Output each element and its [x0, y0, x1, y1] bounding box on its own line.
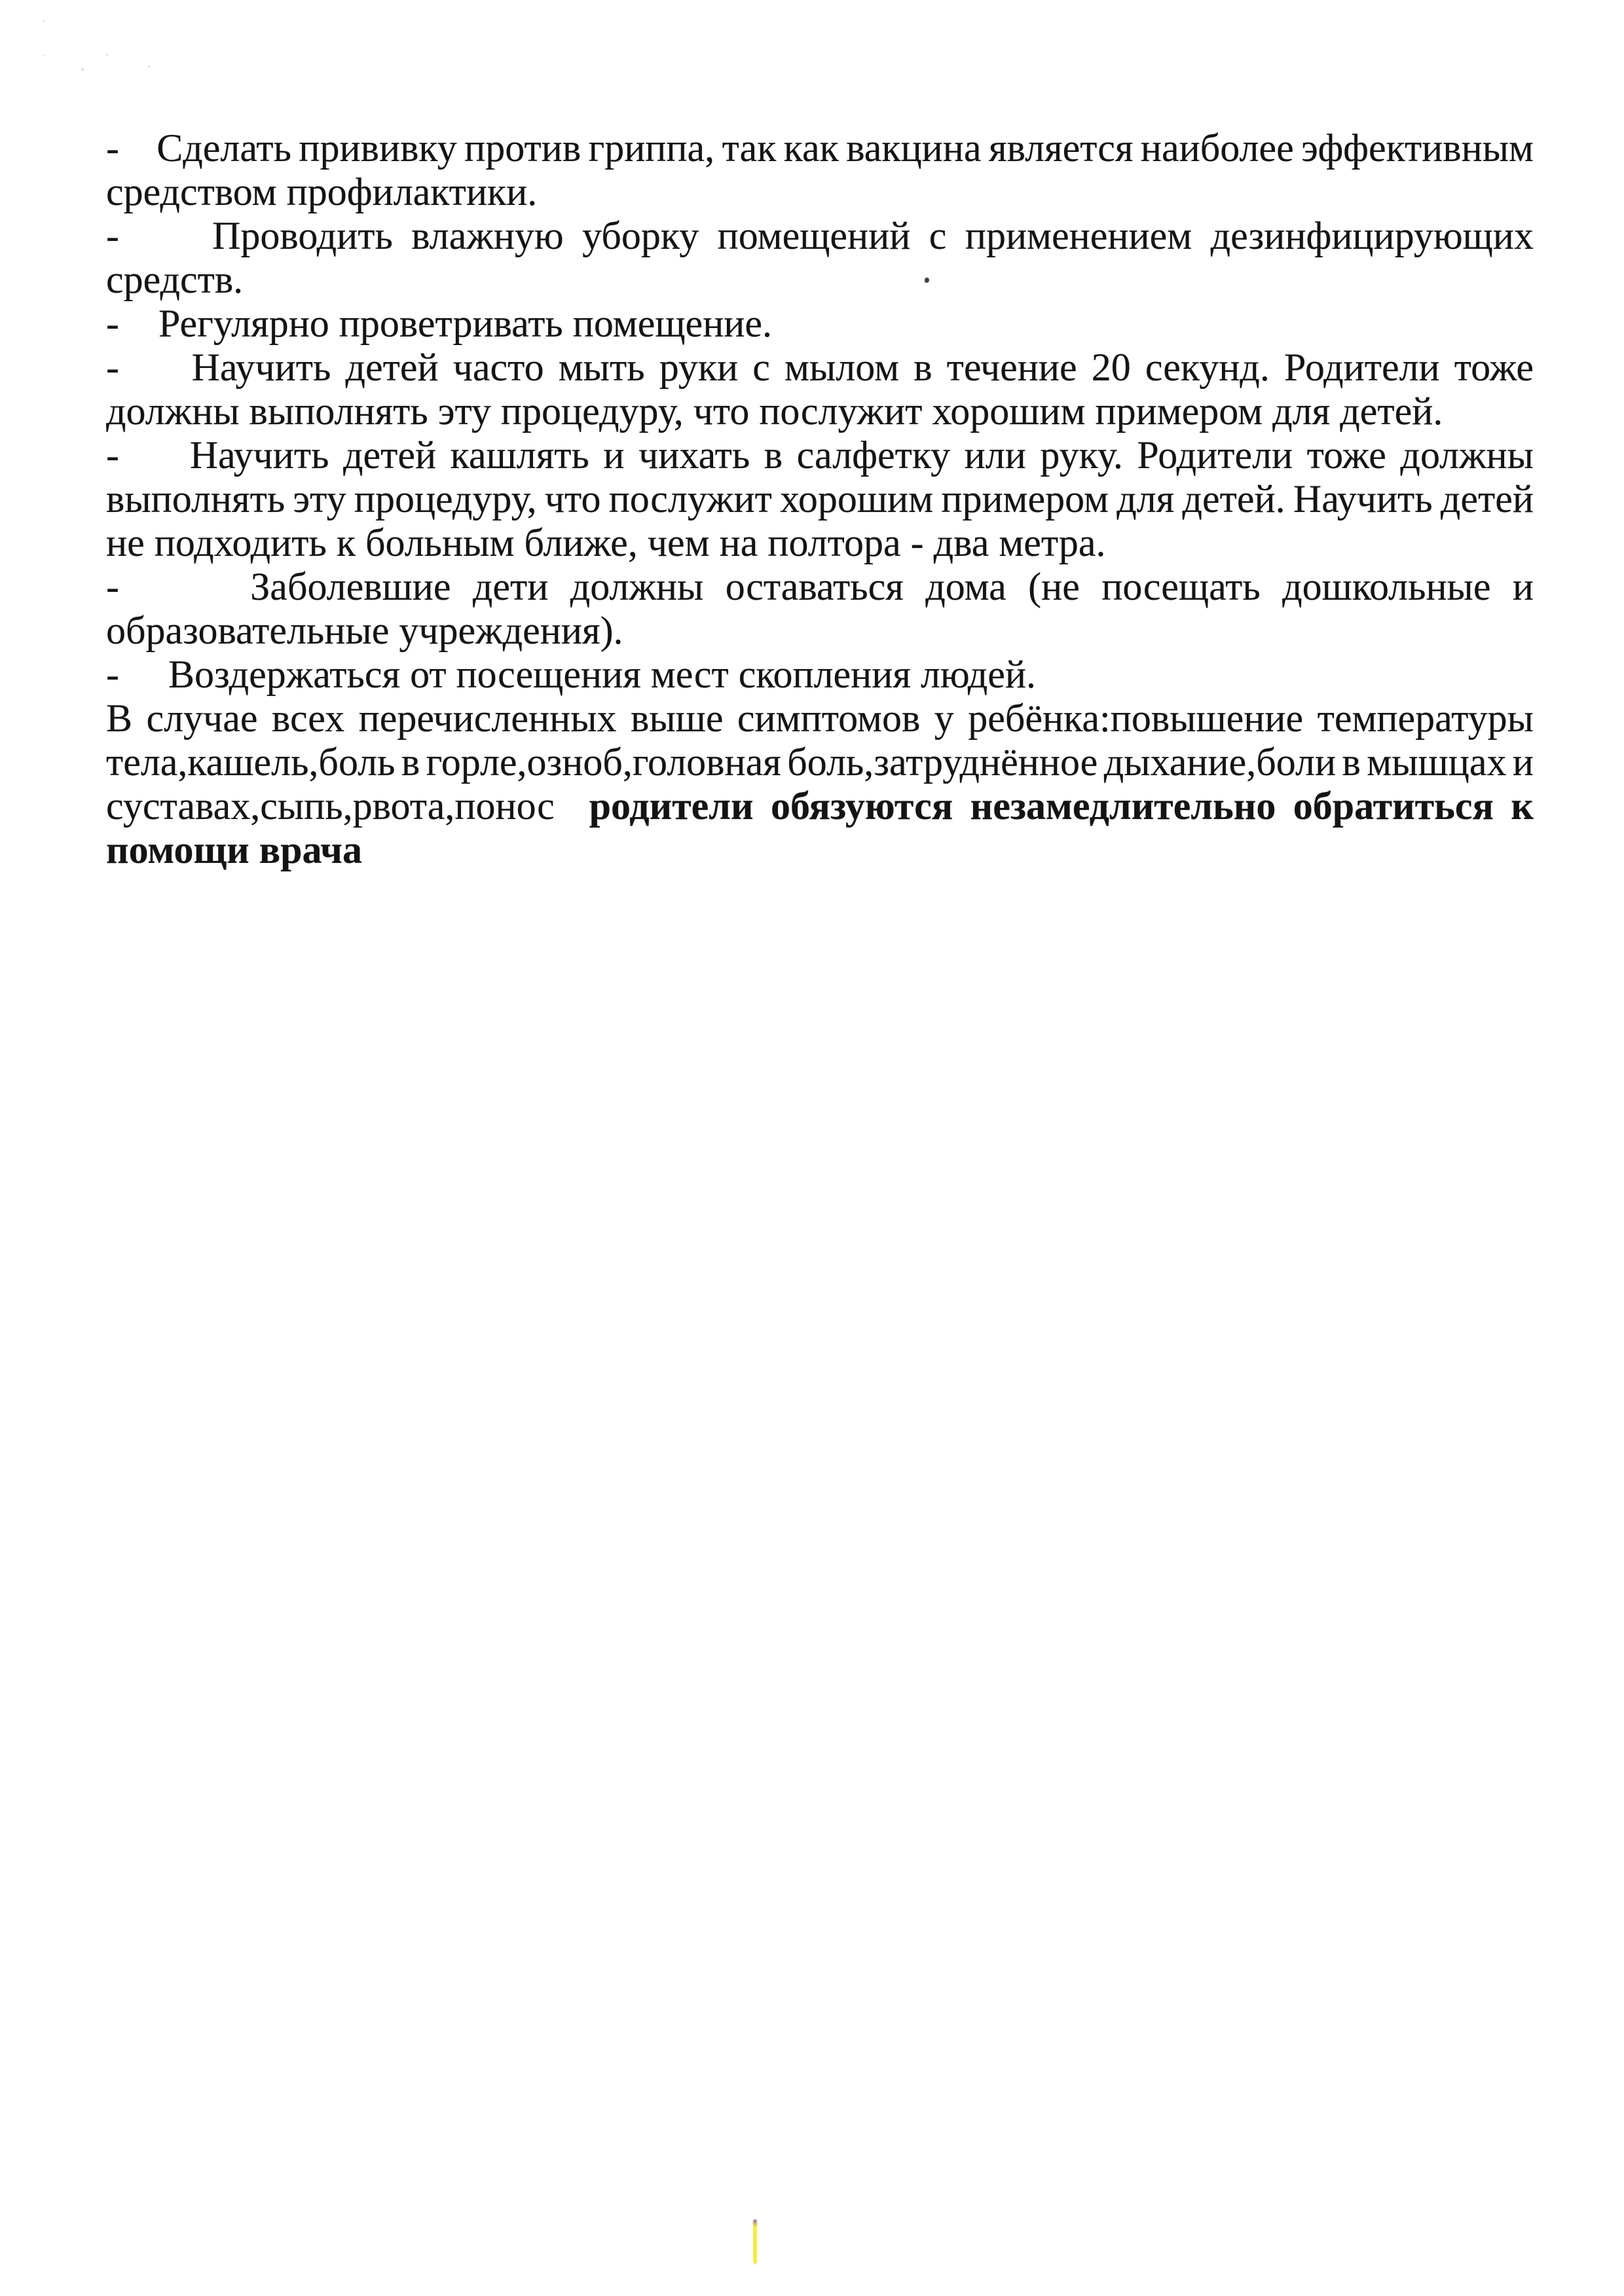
text-line-content: - Научить детей кашлять и чихать в салфетку или руку. Родители тоже должны	[106, 433, 1534, 477]
text-line-content: не подходить к больным ближе, чем на полтора - два метра.	[106, 521, 1106, 564]
text-line-10	[106, 521, 1534, 565]
text-line-6	[106, 346, 1534, 390]
text-line-content: - Регулярно проветривать помещение.	[106, 302, 773, 345]
text-line-content: В случае всех перечисленных выше симптомов у ребёнка:повышение температуры	[106, 697, 1534, 740]
scanner-streak-artifact	[753, 2219, 757, 2264]
scan-speck-artifact	[148, 65, 150, 67]
text-line-content: помощи врача	[106, 828, 362, 871]
document-text	[106, 126, 1534, 872]
text-line-9	[106, 477, 1534, 521]
scan-speck-artifact	[106, 54, 108, 56]
text-line-3	[106, 214, 1534, 258]
text-line-content: выполнять эту процедуру, что послужит хорошим примером для детей. Научить детей	[106, 477, 1534, 520]
text-line-content: - Научить детей часто мыть руки с мылом в течение 20 секунд. Родители тоже	[106, 346, 1534, 389]
text-line-content: средством профилактики.	[106, 170, 538, 213]
text-line-16	[106, 784, 1534, 828]
text-line-1	[106, 126, 1534, 170]
text-line-content: - Проводить влажную уборку помещений с применением дезинфицирующих	[106, 214, 1534, 257]
text-line-content: средств.	[106, 258, 244, 301]
text-line-2	[106, 170, 1534, 214]
text-line-11	[106, 565, 1534, 609]
text-line-4	[106, 258, 1534, 302]
text-line-content: суставах,сыпь,рвота,понос родители обязуются незамедлительно обратиться к	[106, 784, 1534, 828]
text-line-14	[106, 697, 1534, 740]
text-line-13	[106, 653, 1534, 697]
text-line-7	[106, 390, 1534, 433]
scan-speck-artifact	[81, 68, 84, 71]
text-line-content: - Воздержаться от посещения мест скопления людей.	[106, 653, 1036, 696]
text-line-12	[106, 609, 1534, 653]
text-line-5	[106, 302, 1534, 346]
text-line-content: - Заболевшие дети должны оставаться дома (не посещать дошкольные и	[106, 565, 1534, 608]
text-line-17	[106, 828, 1534, 872]
text-line-8	[106, 433, 1534, 477]
scan-speck-artifact	[43, 20, 45, 22]
text-line-content: должны выполнять эту процедуру, что послужит хорошим примером для детей.	[106, 390, 1443, 433]
text-line-content: - Сделать прививку против гриппа, так как вакцина является наиболее эффективным	[106, 126, 1534, 170]
text-line-content: образовательные учреждения).	[106, 609, 623, 652]
text-line-content: тела,кашель,боль в горле,озноб,головная боль,затруднённое дыхание,боли в мышцах и	[106, 740, 1534, 784]
scan-speck-artifact	[43, 55, 45, 56]
text-line-15	[106, 740, 1534, 784]
